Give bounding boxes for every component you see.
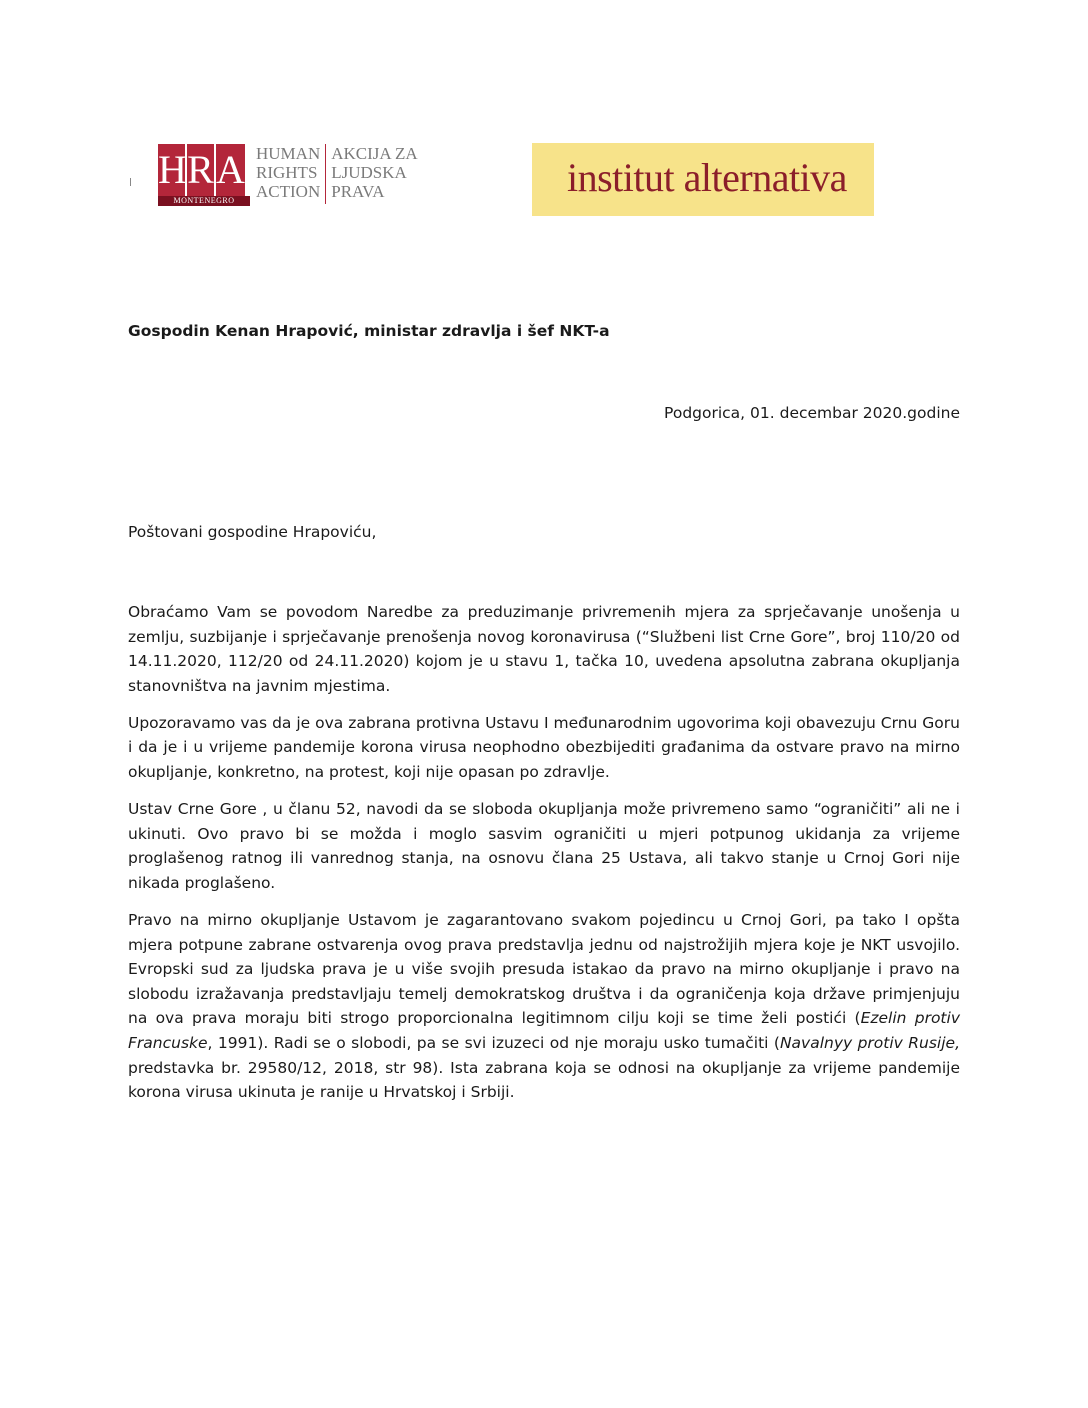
hra-logo-country: MONTENEGRO xyxy=(158,196,250,206)
hra-logo-montenegrin xyxy=(331,144,417,201)
hra-me-line: PRAVA xyxy=(331,182,385,201)
paragraph-4-text-a: Pravo na mirno okupljanje Ustavom je zagarantovano svakom pojedincu u Crnoj Gori, pa tako I opšta mjera potpune zabrane ostvarenja ovog prava predstavlja jednu od najstrožijih mjera koje je NKT usvojilo. Evropski sud za ljudska prava je u više svojih presuda istakao da pravo na mirno okupljanje i pravo na slobodu izražavanja predstavljaju temelj demokratskog društva i da ograničenja koja države primjenjuju na ova prava moraju biti strogo proporcionalna legitimnom cilju koji se time želi postići ( xyxy=(128,911,960,1028)
hra-en-line: ACTION xyxy=(256,182,321,201)
institut-alternativa-logo xyxy=(532,143,874,216)
paragraph-2: Upozoravamo vas da je ova zabrana protivna Ustavu I međunarodnim ugovorima koji obavezuju Crnu Goru i da je i u vrijeme pandemije korona virusa neophodno obezbijediti građanima da ostvare pravo na mirno okupljanje, konkretno, na protest, koji nije opasan po zdravlje. xyxy=(128,713,960,782)
paragraph-4-text-b: , 1991). Radi se o slobodi, pa se svi izuzeci od nje moraju usko tumačiti ( xyxy=(207,1034,780,1052)
hra-me-line: AKCIJA ZA xyxy=(331,144,418,163)
recipient-line: Gospodin Kenan Hrapović, ministar zdravlja i šef NKT-a xyxy=(128,322,610,340)
hra-en-line: HUMAN xyxy=(256,144,321,163)
paragraph-3: Ustav Crne Gore , u članu 52, navodi da se sloboda okupljanja može privremeno samo “ograničiti” ali ne i ukinuti. Ovo pravo bi se možda i moglo sasvim ograničiti u mjeri potpunog ukidanja za vrijeme proglašenog ratnog ili vanrednog stanja, na osnovu člana 25 Ustava, ali takvo stanje u Crnoj Gori nije nikada proglašeno. xyxy=(128,800,960,892)
hra-logo-english xyxy=(256,144,320,201)
hra-letter-r: R xyxy=(187,144,216,196)
letter-body xyxy=(128,600,960,1117)
margin-mark xyxy=(130,178,131,186)
paragraph-4 xyxy=(128,908,960,1105)
case-citation-navalnyy: Navalnyy protiv Rusije, xyxy=(779,1034,961,1052)
hra-logo-mark xyxy=(158,144,250,206)
hra-logo xyxy=(158,144,418,206)
hra-letter-a: A xyxy=(216,144,245,196)
salutation: Poštovani gospodine Hrapoviću, xyxy=(128,523,377,541)
paragraph-1: Obraćamo Vam se povodom Naredbe za preduzimanje privremenih mjera za sprječavanje unošenja u zemlju, suzbijanje i sprječavanje prenošenja novog koronavirusa (“Službeni list Crne Gore”, broj 110/20 od 14.11.2020, 112/20 od 24.11.2020) kojom je u stavu 1, tačka 10, uvedena apsolutna zabrana okupljanja stanovništva na javnim mjestima. xyxy=(128,603,960,695)
ia-logo-text: institut alternativa xyxy=(567,155,847,200)
hra-en-line: RIGHTS xyxy=(256,163,318,182)
hra-logo-divider xyxy=(325,144,326,204)
date-line: Podgorica, 01. decembar 2020.godine xyxy=(664,404,960,422)
hra-me-line: LJUDSKA xyxy=(331,163,407,182)
case-citation-ezelin: Ezelin protiv Francuske xyxy=(128,1009,960,1052)
hra-letter-h: H xyxy=(158,144,187,196)
paragraph-4-text-c: predstavka br. 29580/12, 2018, str 98). Ista zabrana koja se odnosi na okupljanje za vrijeme pandemije korona virusa ukinuta je ranije u Hrvatskoj i Srbiji. xyxy=(128,1058,960,1102)
